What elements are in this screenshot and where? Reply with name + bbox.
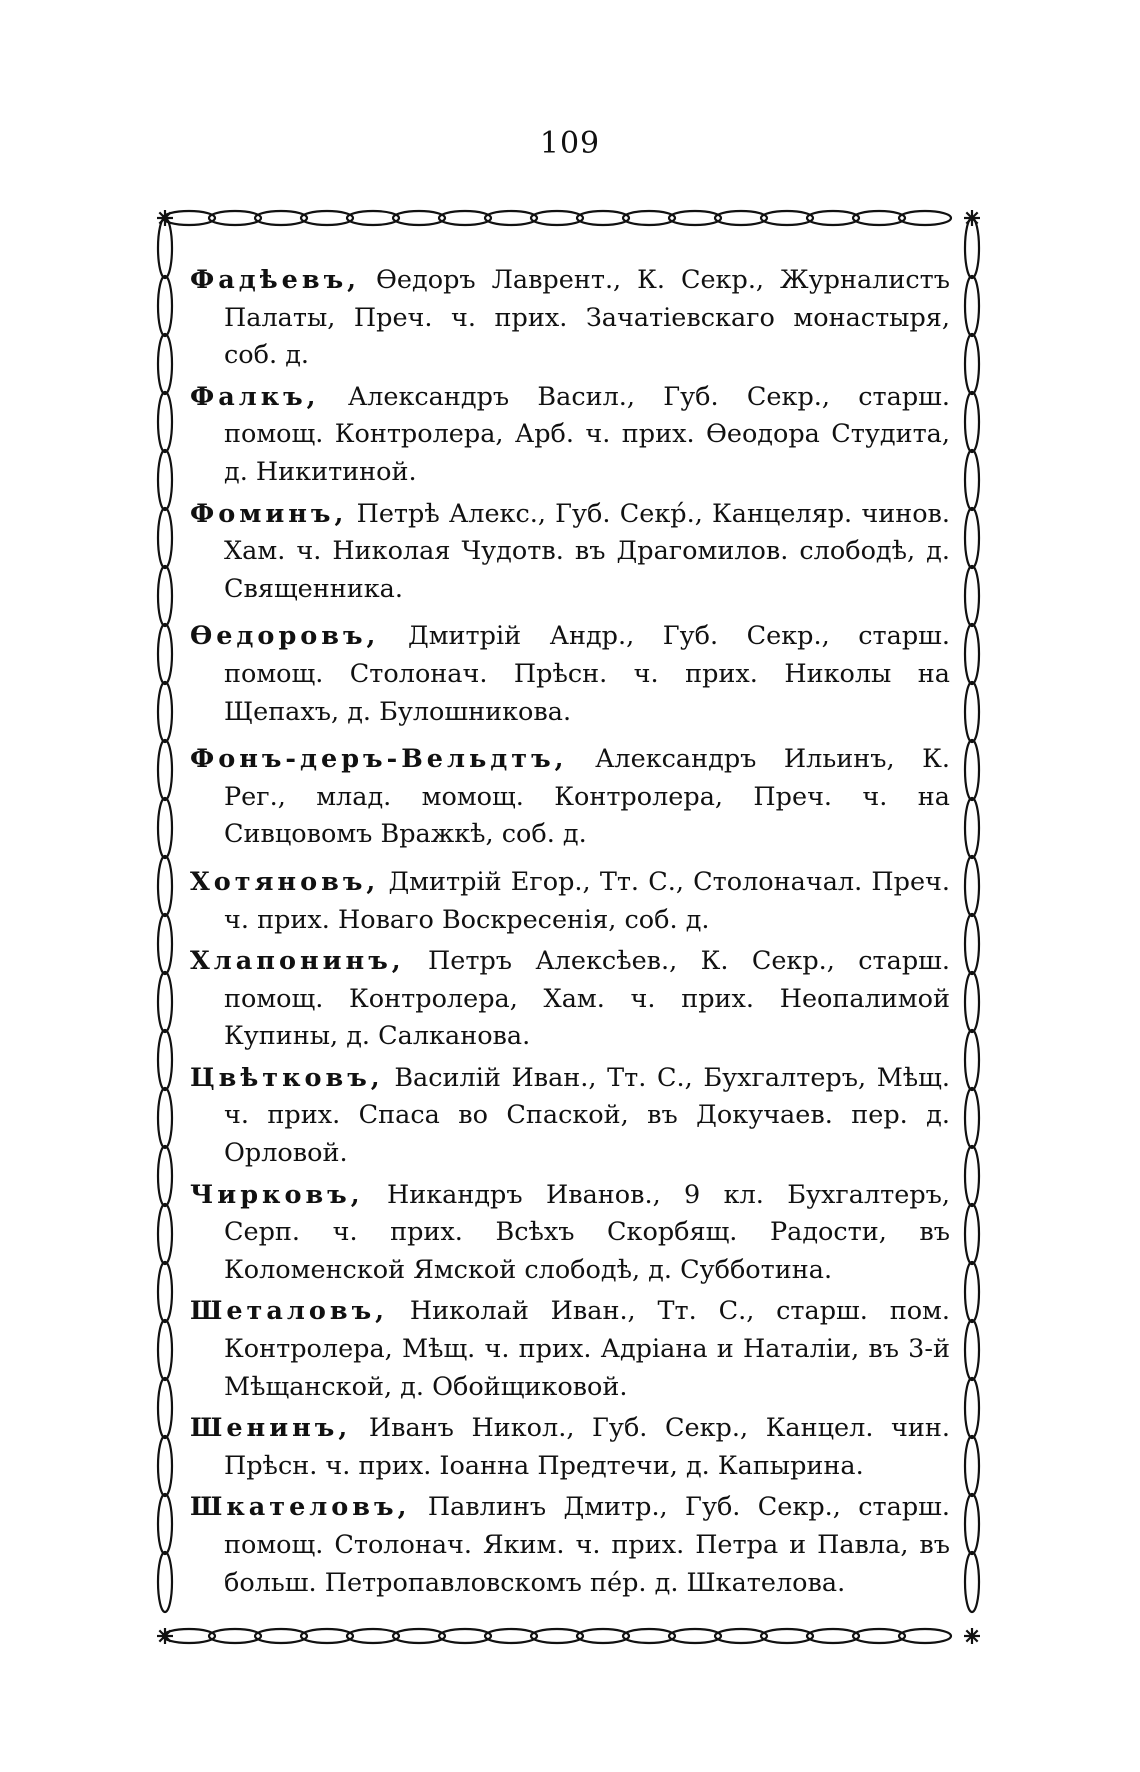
border-oval xyxy=(531,1629,583,1643)
border-oval xyxy=(439,1629,491,1643)
border-oval xyxy=(965,1378,979,1438)
border-oval xyxy=(158,1378,172,1438)
entry-surname: Шенинъ, xyxy=(190,1413,352,1444)
border-oval xyxy=(158,334,172,394)
border-oval xyxy=(899,1629,951,1643)
border-oval xyxy=(965,334,979,394)
border-oval xyxy=(623,1629,675,1643)
border-oval xyxy=(965,1436,979,1496)
border-oval xyxy=(965,566,979,626)
entry-khlaponin xyxy=(190,943,950,1056)
border-oval xyxy=(255,1629,307,1643)
entry-details: Петръ Алексѣев., К. Секр., старш. помощ. Контролера, Хам. ч. прих. Неопалимой Купины, д. Салканова. xyxy=(224,946,950,1052)
entry-surname: Фонъ-деръ-Вельдтъ, xyxy=(190,744,568,775)
border-oval xyxy=(965,914,979,974)
border-oval xyxy=(158,218,172,278)
border-oval xyxy=(965,856,979,916)
entry-fon-der-veldt xyxy=(190,741,950,854)
entry-falk xyxy=(190,379,950,492)
border-oval xyxy=(807,1629,859,1643)
entry-list xyxy=(190,262,950,1606)
border-oval xyxy=(347,211,399,225)
border-oval xyxy=(158,1436,172,1496)
entry-shetalov xyxy=(190,1293,950,1406)
entry-fomin xyxy=(190,496,950,609)
border-oval xyxy=(158,1552,172,1612)
entry-surname: Чирковъ, xyxy=(190,1179,364,1210)
border-oval xyxy=(209,1629,261,1643)
border-oval xyxy=(965,1088,979,1148)
entry-details: Никандръ Иванов., 9 кл. Бухгалтеръ, Серп. ч. прих. Всѣхъ Скорбящ. Радости, въ Коломенской Ямской слободѣ, д. Субботина. xyxy=(224,1179,950,1285)
border-oval xyxy=(899,211,951,225)
entry-details: Николай Иван., Тт. С., старш. пом. Контролера, Мѣщ. ч. прих. Адріана и Наталіи, въ 3-й Мѣщанской, д. Обойщиковой. xyxy=(224,1296,951,1402)
border-oval xyxy=(209,211,261,225)
border-oval xyxy=(158,1320,172,1380)
entry-shenin xyxy=(190,1410,950,1485)
entry-fadeev xyxy=(190,262,950,375)
border-oval xyxy=(577,1629,629,1643)
border-oval xyxy=(158,914,172,974)
border-oval xyxy=(965,740,979,800)
entry-details: Ѳедоръ Лаврент., К. Секр., Журналистъ Палаты, Преч. ч. прих. Зачатіевскаго монастыря, соб. д. xyxy=(224,265,950,371)
border-oval xyxy=(158,508,172,568)
border-oval xyxy=(158,450,172,510)
border-oval xyxy=(485,211,537,225)
border-oval xyxy=(393,211,445,225)
border-oval xyxy=(669,211,721,225)
entry-chirkov xyxy=(190,1177,950,1290)
entry-details: Василій Иван., Тт. С., Бухгалтеръ, Мѣщ. ч. прих. Спаса во Спаской, въ Докучаев. пер. д. Орловой. xyxy=(224,1062,950,1169)
entry-details: Дмитрій Егор., Тт. С., Столоначал. Преч. ч. прих. Новаго Воскресенія, соб. д. xyxy=(224,866,950,935)
entry-surname: Фоминъ, xyxy=(190,498,348,529)
border-oval xyxy=(485,1629,537,1643)
border-oval xyxy=(965,1204,979,1264)
border-oval xyxy=(301,1629,353,1643)
border-oval xyxy=(158,1088,172,1148)
entry-surname: Фадѣевъ, xyxy=(190,265,361,295)
entry-details: Дмитрій Андр., Губ. Секр., старш. помощ. Столонач. Прѣсн. ч. прих. Николы на Щепахъ, д. Булошникова. xyxy=(224,621,950,727)
border-oval xyxy=(761,211,813,225)
entry-surname: Шкателовъ, xyxy=(190,1492,411,1523)
entry-surname: Цвѣтковъ, xyxy=(190,1062,384,1093)
border-oval xyxy=(669,1629,721,1643)
entry-tsvetkov xyxy=(190,1060,950,1173)
border-oval xyxy=(853,211,905,225)
border-oval xyxy=(158,392,172,452)
border-oval xyxy=(965,1320,979,1380)
border-oval xyxy=(623,211,675,225)
border-oval xyxy=(301,211,353,225)
entry-details: Александръ Васил., Губ. Секр., старш. помощ. Контролера, Арб. ч. прих. Ѳеодора Студита, д. Никитиной. xyxy=(224,381,950,487)
border-oval xyxy=(715,211,767,225)
border-oval xyxy=(965,972,979,1032)
border-oval xyxy=(965,1494,979,1554)
entry-surname: Шеталовъ, xyxy=(190,1296,389,1327)
border-oval xyxy=(965,682,979,742)
border-oval xyxy=(965,450,979,510)
border-oval xyxy=(531,211,583,225)
border-oval xyxy=(761,1629,813,1643)
entry-details: Александръ Ильинъ, К. Рег., млад. момощ. Контролера, Преч. ч. на Сивцовомъ Вражкѣ, соб. д. xyxy=(224,744,950,850)
entry-details: Петрѣ Алекс., Губ. Секр́., Канцеляр. чинов. Хам. ч. Николая Чудотв. въ Драгомилов. слободѣ, д. Священника. xyxy=(224,498,951,604)
border-oval xyxy=(158,1030,172,1090)
border-oval xyxy=(439,211,491,225)
border-oval xyxy=(158,1494,172,1554)
border-oval xyxy=(807,211,859,225)
border-oval xyxy=(158,276,172,336)
border-oval xyxy=(158,798,172,858)
border-oval xyxy=(577,211,629,225)
entry-details: Павлинъ Дмитр., Губ. Секр., старш. помощ. Столонач. Яким. ч. прих. Петра и Павла, въ больш. Петропавловскомъ пе́р. д. Шкателова. xyxy=(224,1492,950,1598)
border-oval xyxy=(158,566,172,626)
entry-surname: Хлапонинъ, xyxy=(190,946,405,977)
border-oval xyxy=(158,1146,172,1206)
border-oval xyxy=(965,508,979,568)
border-oval xyxy=(965,392,979,452)
border-oval xyxy=(965,1262,979,1322)
entry-fedorov xyxy=(190,618,950,731)
entry-surname: Хотяновъ, xyxy=(190,866,380,897)
border-oval xyxy=(255,211,307,225)
border-oval xyxy=(715,1629,767,1643)
border-oval xyxy=(965,1146,979,1206)
border-oval xyxy=(965,624,979,684)
border-oval xyxy=(158,740,172,800)
border-oval xyxy=(965,1030,979,1090)
border-oval xyxy=(158,1204,172,1264)
page-number: 109 xyxy=(539,126,601,161)
border-oval xyxy=(347,1629,399,1643)
entry-surname: Фалкъ, xyxy=(190,381,320,412)
border-oval xyxy=(965,218,979,278)
border-oval xyxy=(158,856,172,916)
entry-khotyanov xyxy=(190,864,950,939)
border-oval xyxy=(965,798,979,858)
border-oval xyxy=(965,1552,979,1612)
border-oval xyxy=(158,1262,172,1322)
border-oval xyxy=(158,624,172,684)
entry-surname: Ѳедоровъ, xyxy=(190,621,380,652)
entry-shkatelov xyxy=(190,1489,950,1602)
border-oval xyxy=(393,1629,445,1643)
entry-details: Иванъ Никол., Губ. Секр., Канцел. чин. Прѣсн. ч. прих. Іоанна Предтечи, д. Капырина. xyxy=(224,1413,950,1481)
border-oval xyxy=(158,682,172,742)
border-oval xyxy=(853,1629,905,1643)
border-oval xyxy=(965,276,979,336)
border-oval xyxy=(158,972,172,1032)
